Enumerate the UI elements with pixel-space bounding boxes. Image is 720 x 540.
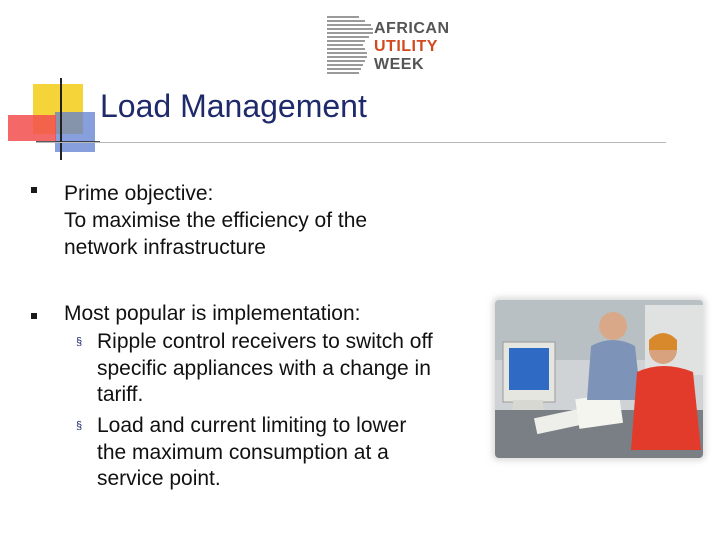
- logo-line-3: WEEK: [374, 56, 424, 73]
- sub-bullet-1-line-2: specific appliances with a change in: [97, 356, 431, 380]
- sub-bullet-1-line-1: Ripple control receivers to switch off: [97, 330, 433, 353]
- two-workers-at-computer-photo: [495, 300, 703, 458]
- bullet-1: [64, 180, 367, 261]
- sub-bullet-marker: §: [76, 336, 83, 348]
- corner-decoration: [0, 0, 100, 170]
- sub-bullet-2-line-2: the maximum consumption at a: [97, 440, 389, 464]
- bullet-marker: [31, 187, 37, 193]
- bullet-2: [64, 300, 360, 327]
- sub-bullet-marker: §: [76, 420, 83, 432]
- sub-bullet-2-line-1-text: Load and current limiting to lower: [97, 414, 407, 437]
- bullet-1-line-3: network infrastructure: [64, 236, 266, 259]
- slide-title: Load Management: [100, 88, 367, 124]
- logo-line-2: UTILITY: [374, 38, 438, 55]
- africa-map-icon: [325, 14, 375, 74]
- sub-bullet-2-line-3: service point.: [97, 467, 221, 490]
- photo-illustration: [495, 300, 703, 458]
- sub-bullet-1: [97, 329, 478, 409]
- sub-bullet-2: [97, 413, 478, 493]
- african-utility-week-logo: [325, 14, 455, 76]
- red-bar: [8, 115, 56, 141]
- sub-bullet-2-line-1: [97, 413, 478, 440]
- bullet-2-line-1: Most popular is implementation:: [64, 302, 361, 325]
- logo-line-1: AFRICAN: [374, 20, 450, 37]
- title-divider: [36, 142, 666, 143]
- sub-bullet-1-line-3: tariff.: [97, 383, 144, 406]
- bullet-marker: [31, 313, 37, 319]
- bullet-1-line-2: To maximise the efficiency of the: [64, 209, 368, 232]
- bullet-1-line-1: Prime objective:: [64, 182, 214, 205]
- logo-wordmark: [374, 20, 450, 74]
